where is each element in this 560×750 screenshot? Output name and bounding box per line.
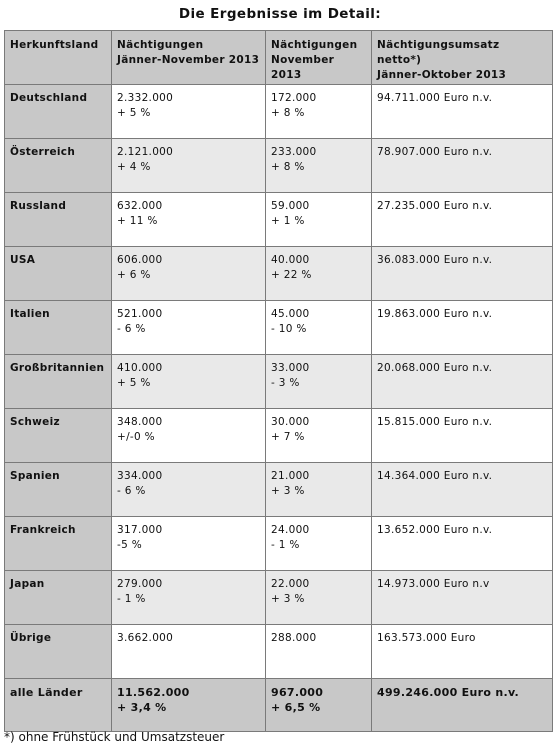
country-cell: Deutschland bbox=[5, 85, 112, 139]
total-nights-jan-nov-cell bbox=[112, 679, 266, 732]
nights-nov-cell bbox=[266, 193, 372, 247]
table-row bbox=[5, 355, 553, 409]
cell-line: 3.662.000 bbox=[117, 632, 174, 644]
table-header-row bbox=[5, 31, 553, 85]
table-row bbox=[5, 247, 553, 301]
cell-line: + 5 % bbox=[117, 107, 151, 119]
cell-line: - 1 % bbox=[117, 593, 146, 605]
cell-line: + 22 % bbox=[271, 269, 312, 281]
results-table bbox=[4, 30, 553, 732]
total-country-cell: alle Länder bbox=[5, 679, 112, 732]
cell-line: + 1 % bbox=[271, 215, 305, 227]
country-cell: Schweiz bbox=[5, 409, 112, 463]
cell-line: 632.000 bbox=[117, 200, 163, 212]
table-row bbox=[5, 625, 553, 679]
table-body bbox=[5, 85, 553, 732]
cell-line: - 6 % bbox=[117, 485, 146, 497]
cell-line: 78.907.000 Euro n.v. bbox=[377, 146, 493, 158]
cell-line: 22.000 bbox=[271, 578, 310, 590]
cell-line: 94.711.000 Euro n.v. bbox=[377, 92, 493, 104]
cell-line: 317.000 bbox=[117, 524, 163, 536]
nights-nov-cell bbox=[266, 247, 372, 301]
cell-line: 499.246.000 Euro n.v. bbox=[377, 686, 519, 699]
header-label-line1: Nächtigungsumsatz netto*) bbox=[377, 39, 500, 66]
cell-line: 33.000 bbox=[271, 362, 310, 374]
header-nights-nov bbox=[266, 31, 372, 85]
country-cell: Russland bbox=[5, 193, 112, 247]
table-row bbox=[5, 139, 553, 193]
cell-line: 2.332.000 bbox=[117, 92, 174, 104]
cell-line: 45.000 bbox=[271, 308, 310, 320]
cell-line: + 6,5 % bbox=[271, 701, 321, 714]
cell-line: - 1 % bbox=[271, 539, 300, 551]
cell-line: + 3 % bbox=[271, 485, 305, 497]
country-cell: Österreich bbox=[5, 139, 112, 193]
cell-line: 163.573.000 Euro bbox=[377, 632, 476, 644]
table-row bbox=[5, 517, 553, 571]
table-row bbox=[5, 409, 553, 463]
cell-line: + 7 % bbox=[271, 431, 305, 443]
page-title: Die Ergebnisse im Detail: bbox=[178, 6, 382, 22]
cell-line: -5 % bbox=[117, 539, 142, 551]
cell-line: - 3 % bbox=[271, 377, 300, 389]
revenue-cell bbox=[372, 463, 553, 517]
cell-line: 13.652.000 Euro n.v. bbox=[377, 524, 493, 536]
cell-line: + 5 % bbox=[117, 377, 151, 389]
nights-jan-nov-cell bbox=[112, 571, 266, 625]
nights-nov-cell bbox=[266, 301, 372, 355]
cell-line: 40.000 bbox=[271, 254, 310, 266]
cell-line: 334.000 bbox=[117, 470, 163, 482]
cell-line: 14.364.000 Euro n.v. bbox=[377, 470, 493, 482]
table-row bbox=[5, 193, 553, 247]
header-label-line1: Nächtigungen bbox=[271, 39, 358, 51]
nights-jan-nov-cell bbox=[112, 193, 266, 247]
cell-line: 59.000 bbox=[271, 200, 310, 212]
revenue-cell bbox=[372, 409, 553, 463]
cell-line: + 3 % bbox=[271, 593, 305, 605]
country-cell: USA bbox=[5, 247, 112, 301]
nights-jan-nov-cell bbox=[112, 517, 266, 571]
country-cell: Japan bbox=[5, 571, 112, 625]
country-cell: Großbritannien bbox=[5, 355, 112, 409]
cell-line: +/-0 % bbox=[117, 431, 155, 443]
cell-line: 2.121.000 bbox=[117, 146, 174, 158]
cell-line: 172.000 bbox=[271, 92, 317, 104]
cell-line: 279.000 bbox=[117, 578, 163, 590]
country-cell: Spanien bbox=[5, 463, 112, 517]
nights-jan-nov-cell bbox=[112, 85, 266, 139]
cell-line: 21.000 bbox=[271, 470, 310, 482]
revenue-cell bbox=[372, 85, 553, 139]
header-label-line2: Jänner-Oktober 2013 bbox=[377, 69, 507, 81]
cell-line: + 6 % bbox=[117, 269, 151, 281]
nights-nov-cell bbox=[266, 139, 372, 193]
cell-line: 288.000 bbox=[271, 632, 317, 644]
cell-line: 11.562.000 bbox=[117, 686, 190, 699]
cell-line: 606.000 bbox=[117, 254, 163, 266]
nights-nov-cell bbox=[266, 625, 372, 679]
nights-jan-nov-cell bbox=[112, 409, 266, 463]
table-row bbox=[5, 571, 553, 625]
revenue-cell bbox=[372, 301, 553, 355]
nights-jan-nov-cell bbox=[112, 463, 266, 517]
header-revenue bbox=[372, 31, 553, 85]
country-cell: Italien bbox=[5, 301, 112, 355]
nights-nov-cell bbox=[266, 355, 372, 409]
cell-line: + 8 % bbox=[271, 161, 305, 173]
nights-nov-cell bbox=[266, 409, 372, 463]
cell-line: 521.000 bbox=[117, 308, 163, 320]
revenue-cell bbox=[372, 625, 553, 679]
total-nights-nov-cell bbox=[266, 679, 372, 732]
cell-line: 20.068.000 Euro n.v. bbox=[377, 362, 493, 374]
cell-line: 233.000 bbox=[271, 146, 317, 158]
revenue-cell bbox=[372, 571, 553, 625]
cell-line: 348.000 bbox=[117, 416, 163, 428]
header-label-line1: Nächtigungen bbox=[117, 39, 204, 51]
nights-jan-nov-cell bbox=[112, 355, 266, 409]
nights-jan-nov-cell bbox=[112, 625, 266, 679]
nights-nov-cell bbox=[266, 517, 372, 571]
nights-nov-cell bbox=[266, 463, 372, 517]
country-cell: Übrige bbox=[5, 625, 112, 679]
nights-jan-nov-cell bbox=[112, 301, 266, 355]
cell-line: 410.000 bbox=[117, 362, 163, 374]
nights-nov-cell bbox=[266, 571, 372, 625]
cell-line: + 3,4 % bbox=[117, 701, 167, 714]
cell-line: 36.083.000 Euro n.v. bbox=[377, 254, 493, 266]
nights-nov-cell bbox=[266, 85, 372, 139]
country-cell: Frankreich bbox=[5, 517, 112, 571]
header-nights-jan-nov bbox=[112, 31, 266, 85]
revenue-cell bbox=[372, 139, 553, 193]
nights-jan-nov-cell bbox=[112, 247, 266, 301]
revenue-cell bbox=[372, 355, 553, 409]
cell-line: + 8 % bbox=[271, 107, 305, 119]
revenue-cell bbox=[372, 247, 553, 301]
header-country bbox=[5, 31, 112, 85]
cell-line: - 10 % bbox=[271, 323, 307, 335]
header-label-line2: November 2013 bbox=[271, 54, 335, 81]
cell-line: 30.000 bbox=[271, 416, 310, 428]
nights-jan-nov-cell bbox=[112, 139, 266, 193]
total-revenue-cell bbox=[372, 679, 553, 732]
cell-line: 24.000 bbox=[271, 524, 310, 536]
total-row bbox=[5, 679, 553, 732]
revenue-cell bbox=[372, 193, 553, 247]
header-country-label: Herkunftsland bbox=[10, 39, 99, 51]
table-row bbox=[5, 301, 553, 355]
cell-line: 14.973.000 Euro n.v bbox=[377, 578, 490, 590]
header-label-line2: Jänner-November 2013 bbox=[117, 54, 260, 66]
cell-line: 15.815.000 Euro n.v. bbox=[377, 416, 493, 428]
cell-line: 19.863.000 Euro n.v. bbox=[377, 308, 493, 320]
table-row bbox=[5, 85, 553, 139]
footnote: *) ohne Frühstück und Umsatzsteuer bbox=[4, 730, 225, 744]
revenue-cell bbox=[372, 517, 553, 571]
cell-line: + 11 % bbox=[117, 215, 158, 227]
cell-line: + 4 % bbox=[117, 161, 151, 173]
cell-line: - 6 % bbox=[117, 323, 146, 335]
cell-line: 27.235.000 Euro n.v. bbox=[377, 200, 493, 212]
table-row bbox=[5, 463, 553, 517]
cell-line: 967.000 bbox=[271, 686, 324, 699]
